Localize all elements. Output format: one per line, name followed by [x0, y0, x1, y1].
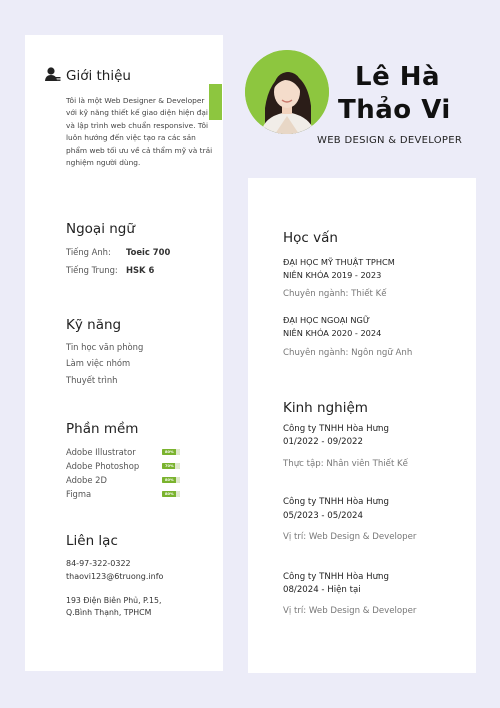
software-level-bar-4 [162, 491, 180, 497]
software-level-track [175, 463, 180, 469]
contact-address-line-2: Q.Bình Thạnh, TPHCM [66, 608, 152, 617]
skills-title: Kỹ năng [66, 317, 122, 333]
education-period-1: NIÊN KHÓA 2019 - 2023 [283, 270, 382, 280]
education-school-2: ĐẠI HỌC NGOẠI NGỮ [283, 315, 370, 325]
software-level-bar-1 [162, 449, 180, 455]
avatar [245, 50, 329, 134]
about-text: Tôi là một Web Designer & Developer với kỹ năng thiết kế giao diện hiện đại và lập trình web chuẩn responsive. Tôi luôn hướng đến việc tạo ra các sản phẩm web tối ưu về cả thẩm mỹ và trải nghiệm người dùng. [66, 96, 213, 168]
software-name-2: Adobe Photoshop [66, 461, 140, 471]
experience-company-1: Công ty TNHH Hòa Hưng [283, 424, 389, 434]
language-value-1: Toeic 700 [126, 247, 171, 257]
skill-item-3: Thuyết trình [66, 375, 118, 385]
language-label-1: Tiếng Anh: [66, 247, 111, 257]
experience-company-3: Công ty TNHH Hòa Hưng [283, 572, 389, 582]
experience-position-2: Vị trí: Web Design & Developer [283, 532, 417, 542]
experience-period-3: 08/2024 - Hiện tại [283, 585, 361, 595]
experience-company-2: Công ty TNHH Hòa Hưng [283, 497, 389, 507]
language-value-2: HSK 6 [126, 265, 155, 275]
software-level-bar-3 [162, 477, 180, 483]
software-name-3: Adobe 2D [66, 475, 107, 485]
software-level-track [176, 477, 180, 483]
software-level-track [176, 491, 180, 497]
software-title: Phần mềm [66, 421, 139, 437]
experience-position-1: Thực tập: Nhân viên Thiết Kế [283, 459, 408, 469]
skill-item-2: Làm việc nhóm [66, 358, 131, 368]
education-period-2: NIÊN KHÓA 2020 - 2024 [283, 328, 382, 338]
education-title: Học vấn [283, 230, 338, 246]
software-pct-1: 80% [165, 450, 174, 454]
contact-email[interactable]: thaovi123@6truong.info [66, 572, 164, 581]
language-label-2: Tiếng Trung: [66, 265, 118, 275]
experience-position-3: Vị trí: Web Design & Developer [283, 606, 417, 616]
software-pct-4: 80% [165, 492, 174, 496]
software-pct-3: 80% [165, 478, 174, 482]
user-icon [44, 66, 62, 84]
software-level-bar-2 [162, 463, 180, 469]
software-name-1: Adobe Illustrator [66, 447, 136, 457]
contact-title: Liên lạc [66, 533, 118, 549]
experience-period-2: 05/2023 - 05/2024 [283, 511, 363, 521]
about-title: Giới thiệu [66, 68, 131, 84]
education-school-1: ĐẠI HỌC MỸ THUẬT TPHCM [283, 257, 395, 267]
languages-title: Ngoại ngữ [66, 221, 135, 237]
name-line-2: Thảo Vi [338, 95, 451, 125]
contact-phone: 84-97-322-0322 [66, 559, 131, 568]
education-major-1: Chuyên ngành: Thiết Kế [283, 289, 387, 299]
skill-item-1: Tin học văn phòng [66, 342, 144, 352]
software-level-track [176, 449, 180, 455]
name-line-1: Lê Hà [355, 62, 441, 92]
software-name-4: Figma [66, 489, 92, 499]
experience-title: Kinh nghiệm [283, 400, 368, 416]
experience-period-1: 01/2022 - 09/2022 [283, 437, 363, 447]
education-major-2: Chuyên ngành: Ngôn ngữ Anh [283, 348, 413, 358]
contact-address-line-1: 193 Điện Biên Phủ, P.15, [66, 596, 162, 605]
software-pct-2: 70% [165, 464, 174, 468]
role-title: WEB DESIGN & DEVELOPER [317, 135, 463, 146]
